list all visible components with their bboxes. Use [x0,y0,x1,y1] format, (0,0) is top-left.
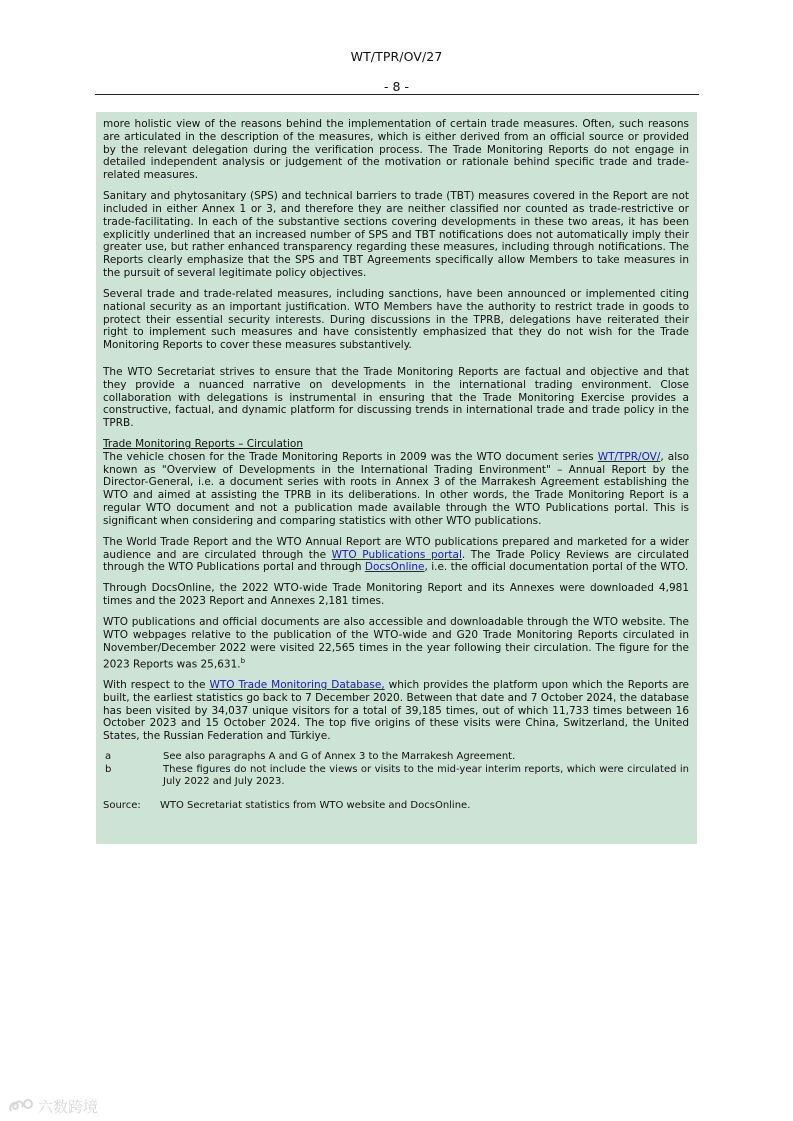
paragraph-database [103,679,689,743]
paragraph-downloads: Through DocsOnline, the 2022 WTO-wide Trade Monitoring Report and its Annexes were downloaded 4,981 times and the 2023 Report and Annexes 2,181 times. [103,582,689,608]
page-number: - 8 - [384,79,409,94]
paragraph-publications-text-a: The World Trade Report and the WTO Annual Report are WTO publications prepared and marketed for a wider audience and are circulated through the [103,535,689,561]
paragraph-publications-text-c: , i.e. the official documentation portal of the WTO. [424,561,689,574]
paragraph-vehicle-text-a: The vehicle chosen for the Trade Monitoring Reports in 2009 was the WTO document series [103,450,598,463]
footnote-text: These figures do not include the views or visits to the mid-year interim reports, which were circulated in July 2022 and July 2023. [163,763,689,788]
footnote-key: b [105,763,112,775]
document-symbol: WT/TPR/OV/27 [350,49,443,64]
source-text: WTO Secretariat statistics from WTO website and DocsOnline. [160,800,471,812]
paragraph-reasons: more holistic view of the reasons behind the implementation of certain trade measures. Often, such reasons are articulated in the description of the measures, which is either derived from an official source or provided by the relevant delegation during the verification process. The Trade Monitoring Reports do not engage in detailed independent analysis or judgement of the motivation or rationale behind specific trade and trade-related measures. [103,118,689,182]
footnote-b [103,764,689,789]
source-note [103,800,689,813]
paragraph-vehicle [103,451,689,528]
link-trade-monitoring-database[interactable]: WTO Trade Monitoring Database, [209,679,385,692]
watermark-text: 六数跨境 [38,1097,99,1116]
link-wt-tpr-ov[interactable]: WT/TPR/OV/ [597,450,661,463]
boxed-text-panel [96,112,697,844]
paragraph-database-text-a: With respect to the [103,679,210,692]
paragraph-publications [103,536,689,574]
paragraph-website-visits-text: WTO publications and official documents are also accessible and downloadable through the WTO website. The WTO webpages relative to the publication of the WTO-wide and G20 Trade Monitoring Reports circulated in November/December 2022 were visited 22,565 times in the year following their circulation. The figure for the 2023 Reports was 25,631. [103,616,689,671]
footnote-text: See also paragraphs A and G of Annex 3 to the Marrakesh Agreement. [163,751,516,763]
paragraph-publications-text-b: . The Trade Policy Reviews are circulated through the WTO Publications portal and through [103,548,689,574]
paragraph-sps-tbt: Sanitary and phytosanitary (SPS) and technical barriers to trade (TBT) measures covered in the Report are not included in either Annex 1 or 3, and therefore they are neither classified nor counted as trade-restrictive or trade-facilitating. In each of the substantive sections covering developments in these two areas, it has been explicitly underlined that an increased number of SPS and TBT notifications does not automatically imply their greater use, but rather enhanced transparency regarding these measures, including through notifications. The Reports clearly emphasize that the SPS and TBT Agreements specifically allow Members to take measures in the pursuit of several legitimate policy objectives. [103,190,689,279]
source-label: Source: [103,800,141,812]
link-wto-publications-portal[interactable]: WTO Publications portal [331,548,462,561]
footnote-a [103,751,689,763]
link-docsonline[interactable]: DocsOnline [364,561,425,574]
paragraph-database-text-b: which provides the platform upon which the Reports are built, the earliest statistics go back to 7 December 2020. Between that date and 7 October 2024, the database has been visited by 34,037 unique visitors for a total of 39,185 times, out of which 11,733 times between 16 October 2023 and 15 October 2024. The top five origins of these visits were China, Switzerland, the United States, the Russian Federation and Türkiye. [103,679,689,743]
paragraph-secretariat: The WTO Secretariat strives to ensure that the Trade Monitoring Reports are factual and objective and that they provide a nuanced narrative on developments in the international trading environment. Close collaboration with delegations is instrumental in ensuring that the Trade Monitoring Exercise provides a constructive, factual, and dynamic platform for discussing trends in international trade and trade policy in the TPRB. [103,365,689,430]
paragraph-national-security: Several trade and trade-related measures, including sanctions, have been announced or implemented citing national security as an important justification. WTO Members have the authority to restrict trade in goods to protect their essential security interests. During discussions in the TPRB, delegations have reiterated their right to implement such measures and have consistently emphasized that they do not wish for the Trade Monitoring Reports to cover these measures substantively. [103,287,689,352]
subheading-circulation: Trade Monitoring Reports – Circulation [103,438,304,451]
header-rule [95,94,699,95]
footnote-key: a [105,751,112,763]
footnotes [103,751,689,788]
loop-logo-icon [8,1097,34,1115]
paragraph-website-visits [103,616,689,671]
watermark [8,1095,98,1117]
paragraph-vehicle-text-b: , also known as "Overview of Developments in the International Trading Environment" – Annual Report by the Director-General, i.e. a document series with roots in Annex 3 of the Marrakesh Agreement establishing the WTO and aimed at assisting the TPRB in its deliberations. In other words, the Trade Monitoring Report is a regular WTO document and not a publication made available through the WTO Publications portal. This is significant when considering and comparing statistics with other WTO publications. [103,450,690,527]
footnote-ref-b: b [240,656,246,665]
